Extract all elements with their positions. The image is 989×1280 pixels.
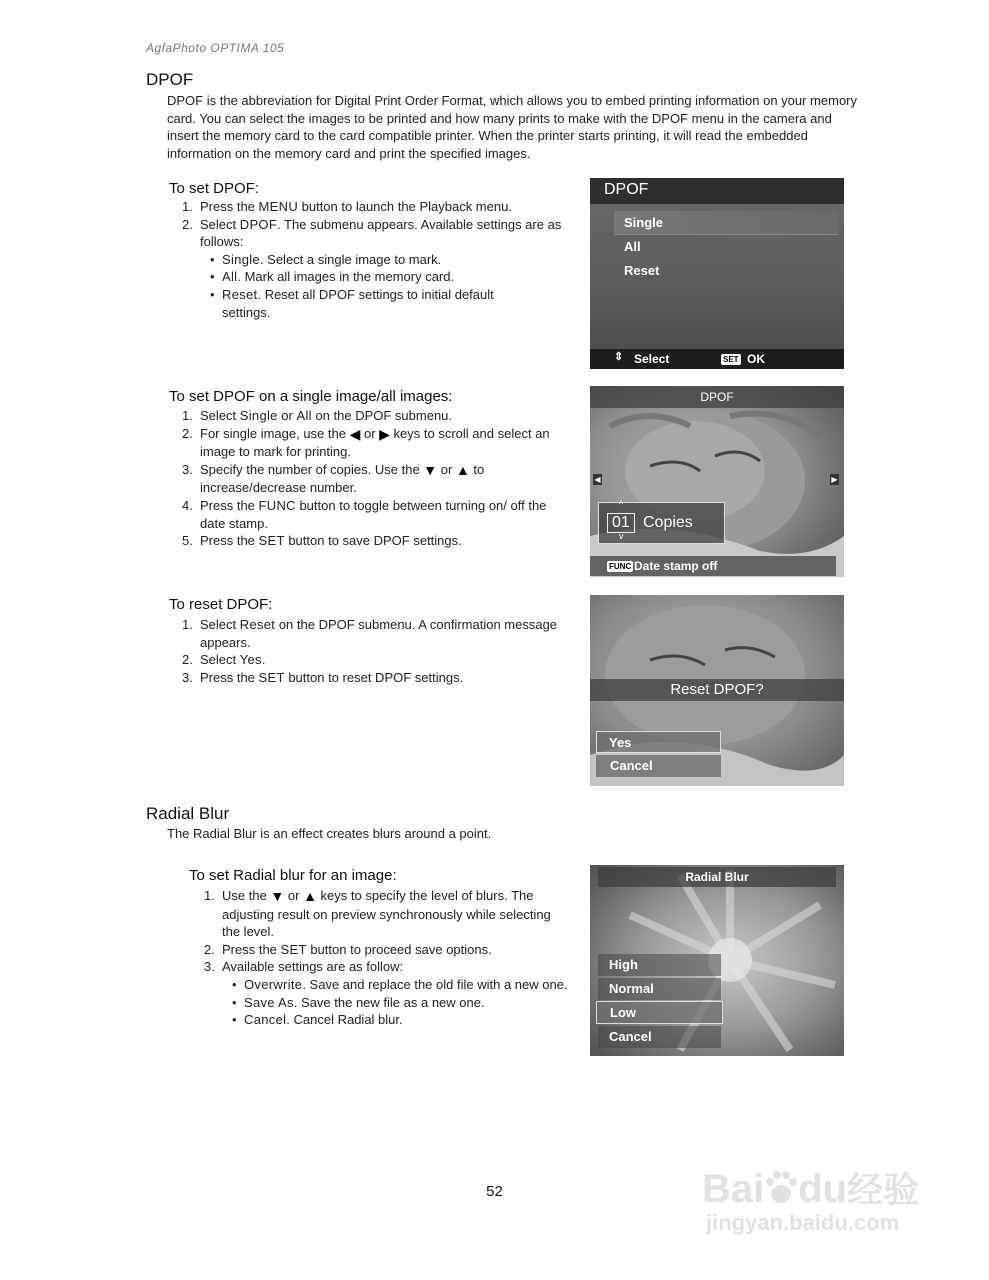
confirm-dialog xyxy=(590,679,844,701)
heading-single-image: To set DPOF on a single image/all images: xyxy=(169,388,453,405)
option-cancel[interactable]: Cancel xyxy=(598,1026,721,1048)
radial-steps xyxy=(204,887,569,1029)
screen-title-bar xyxy=(598,867,836,887)
right-triangle-icon: ▶ xyxy=(379,425,390,442)
watermark-url: jingyan.baidu.com xyxy=(706,1210,900,1235)
cat-photo xyxy=(590,386,844,577)
confirm-question: Reset DPOF? xyxy=(670,681,764,698)
single-image-steps xyxy=(182,407,574,550)
up-triangle-icon: ▲ xyxy=(303,888,317,904)
screen-dpof-single xyxy=(590,386,844,577)
chevron-up-icon[interactable]: ^ xyxy=(619,499,624,509)
screen-dpof-menu xyxy=(590,178,844,369)
running-header: AgfaPhoto OPTIMA 105 xyxy=(146,41,285,55)
section-title-dpof: DPOF xyxy=(146,70,194,89)
date-stamp-bar xyxy=(590,556,836,576)
menu-item-reset[interactable]: Reset xyxy=(624,263,660,278)
option-overwrite: • Overwrite. Save and replace the old file with a new one. xyxy=(230,976,569,994)
watermark-logo: Bai du经验 xyxy=(702,1167,920,1211)
right-arrow-icon[interactable]: ▶ xyxy=(831,475,838,484)
date-stamp-label: Date stamp off xyxy=(634,559,718,573)
step: 2. For single image, use the ◀ or ▶ keys to scroll and select an image to mark for printing. xyxy=(182,425,550,460)
down-triangle-icon: ▼ xyxy=(423,461,438,478)
dpof-intro: DPOF is the abbreviation for Digital Print Order Format, which allows you to embed printing information on your memory card. You can select the images to be printed and how many prints to make with the DPOF menu in the camera and insert the memory card to the card compatible printer. When the printer starts printing, it will read the embedded information on the memory card and print the specified images. xyxy=(167,93,858,161)
step: 1. Use the ▼ or ▲ keys to specify the level of blurs. The adjusting result on preview synchronously while selecting the level. xyxy=(204,888,551,940)
paw-icon xyxy=(764,1170,798,1206)
heading-radial-blur: To set Radial blur for an image: xyxy=(189,867,397,884)
left-arrow-icon[interactable]: ◀ xyxy=(594,475,601,484)
screen-title: DPOF xyxy=(590,178,844,204)
up-triangle-icon: ▲ xyxy=(455,461,470,478)
step: 3. Specify the number of copies. Use the ▼ or ▲ to increase/decrease number. xyxy=(182,461,485,496)
step: 2. Select Yes. xyxy=(182,652,266,668)
screen-hint-bar xyxy=(590,349,844,369)
down-triangle-icon: ▼ xyxy=(270,888,285,904)
option-reset: • Reset. Reset all DPOF settings to initial default settings. xyxy=(208,286,562,321)
hint-ok: OK xyxy=(747,352,765,366)
step: 1. Select Reset on the DPOF submenu. A confirmation message appears. xyxy=(182,617,558,650)
func-icon: FUNC xyxy=(609,562,632,571)
section-title-radial-blur: Radial Blur xyxy=(146,804,230,823)
option-cancel[interactable]: Cancel xyxy=(596,755,721,777)
menu-item-single[interactable]: Single xyxy=(624,215,664,230)
step: 5. Press the SET button to save DPOF settings. xyxy=(182,533,462,549)
step: 4. Press the FUNC button to toggle between turning on/ off the date stamp. xyxy=(182,497,547,531)
copies-box[interactable] xyxy=(598,499,725,544)
page-number: 52 xyxy=(486,1183,503,1200)
option-low[interactable]: Low xyxy=(596,1001,723,1024)
option-cancel: • Cancel. Cancel Radial blur. xyxy=(230,1011,569,1029)
set-dpof-steps xyxy=(182,198,562,321)
hint-select: Select xyxy=(634,352,670,366)
up-down-icon: ⇕ xyxy=(614,351,624,363)
option-normal[interactable]: Normal xyxy=(598,978,721,1000)
radial-intro: The Radial Blur is an effect creates blurs around a point. xyxy=(167,826,492,841)
option-all: • All. Mark all images in the memory card. xyxy=(208,268,562,286)
copies-label: Copies xyxy=(643,514,693,531)
copies-value: 01 xyxy=(607,513,635,533)
chevron-down-icon[interactable]: v xyxy=(619,531,624,541)
heading-set-dpof: To set DPOF: xyxy=(169,180,260,197)
option-high[interactable]: High xyxy=(598,954,721,976)
option-yes[interactable]: Yes xyxy=(596,731,721,753)
step: 1. Select Single or All on the DPOF submenu. xyxy=(182,408,453,423)
heading-reset-dpof: To reset DPOF: xyxy=(169,596,273,613)
step: 1. Press the MENU button to launch the Playback menu. xyxy=(182,199,512,214)
screen-title-bar xyxy=(590,386,844,408)
menu-item-all[interactable]: All xyxy=(624,239,641,254)
step: 3. Available settings are as follow: • Overwrite. Save and replace the old file with a new one. • Save As. Save the new file as a new one. • Cancel. Cancel Radial blur. xyxy=(204,958,569,1028)
step: 2. Press the SET button to proceed save options. xyxy=(204,941,492,957)
set-icon: SET xyxy=(723,355,739,364)
screen-title: Radial Blur xyxy=(685,870,749,884)
screen-title: DPOF xyxy=(700,390,734,404)
screen-radial-blur xyxy=(590,865,844,1056)
screen-reset-dpof xyxy=(590,595,844,786)
step: 2. Select DPOF. The submenu appears. Available settings are as follows: • Single. Select a single image to mark. • All. Mark all images in the memory card. • Reset. Reset all DPOF settings to initial default settings. xyxy=(182,216,562,322)
option-save-as: • Save As. Save the new file as a new one. xyxy=(230,994,569,1012)
left-triangle-icon: ◀ xyxy=(349,425,361,442)
step: 3. Press the SET button to reset DPOF settings. xyxy=(182,669,464,685)
option-single: • Single. Select a single image to mark. xyxy=(208,251,562,269)
reset-dpof-steps xyxy=(182,616,562,686)
